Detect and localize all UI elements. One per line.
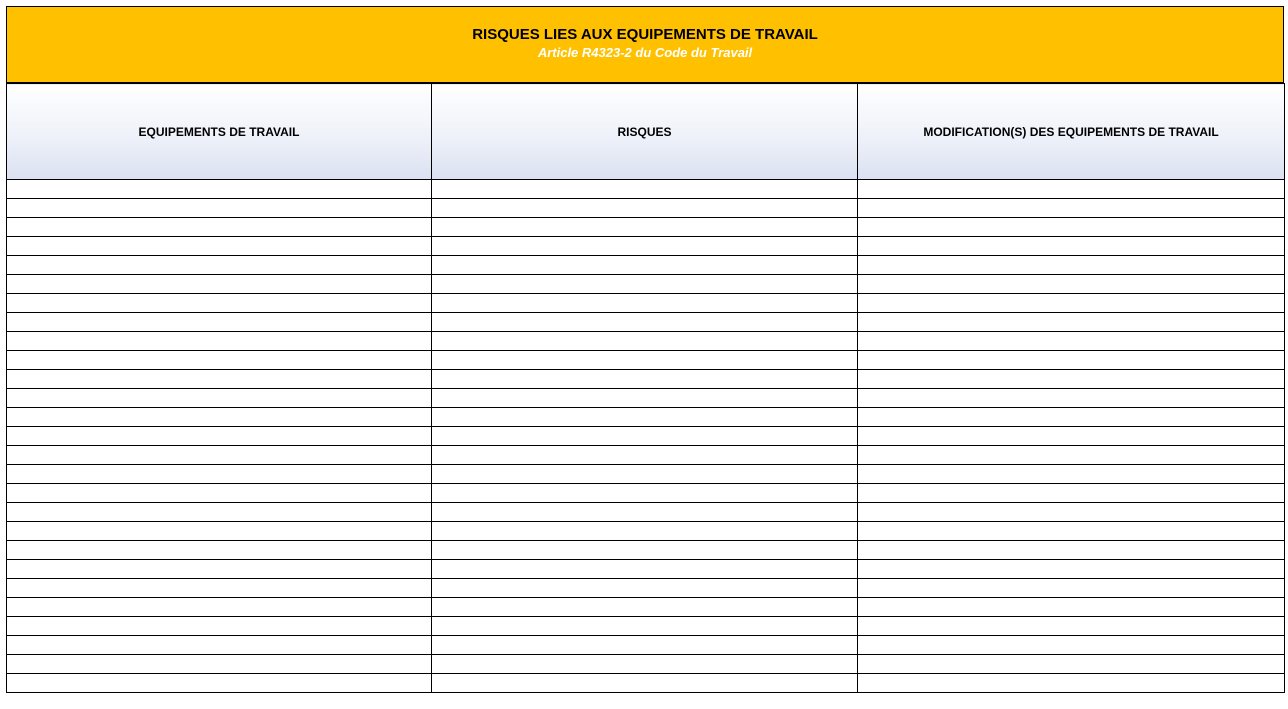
cell-modification[interactable] (858, 408, 1285, 427)
cell-risque[interactable] (432, 674, 858, 693)
cell-risque[interactable] (432, 351, 858, 370)
cell-modification[interactable] (858, 427, 1285, 446)
cell-equipement[interactable] (7, 617, 432, 636)
column-header-equipements: EQUIPEMENTS DE TRAVAIL (7, 84, 432, 180)
table-row (7, 427, 1285, 446)
table-row (7, 389, 1285, 408)
cell-equipement[interactable] (7, 389, 432, 408)
document-sheet (6, 6, 1284, 693)
cell-equipement[interactable] (7, 541, 432, 560)
cell-equipement[interactable] (7, 560, 432, 579)
cell-risque[interactable] (432, 313, 858, 332)
cell-modification[interactable] (858, 446, 1285, 465)
cell-equipement[interactable] (7, 351, 432, 370)
table-row (7, 522, 1285, 541)
cell-modification[interactable] (858, 199, 1285, 218)
cell-risque[interactable] (432, 503, 858, 522)
table-row (7, 313, 1285, 332)
cell-equipement[interactable] (7, 180, 432, 199)
risk-table (6, 83, 1285, 693)
table-row (7, 294, 1285, 313)
cell-equipement[interactable] (7, 503, 432, 522)
table-row (7, 674, 1285, 693)
table-row (7, 199, 1285, 218)
cell-modification[interactable] (858, 484, 1285, 503)
cell-equipement[interactable] (7, 332, 432, 351)
cell-modification[interactable] (858, 218, 1285, 237)
column-header-modifications: MODIFICATION(S) DES EQUIPEMENTS DE TRAVAIL (858, 84, 1285, 180)
cell-equipement[interactable] (7, 256, 432, 275)
cell-risque[interactable] (432, 541, 858, 560)
cell-risque[interactable] (432, 218, 858, 237)
cell-equipement[interactable] (7, 446, 432, 465)
table-row (7, 465, 1285, 484)
cell-modification[interactable] (858, 294, 1285, 313)
cell-modification[interactable] (858, 636, 1285, 655)
table-row (7, 218, 1285, 237)
table-row (7, 617, 1285, 636)
table-row (7, 370, 1285, 389)
cell-risque[interactable] (432, 465, 858, 484)
table-row (7, 503, 1285, 522)
cell-risque[interactable] (432, 484, 858, 503)
cell-modification[interactable] (858, 617, 1285, 636)
cell-equipement[interactable] (7, 370, 432, 389)
title-banner (6, 6, 1284, 83)
cell-equipement[interactable] (7, 275, 432, 294)
table-row (7, 408, 1285, 427)
cell-modification[interactable] (858, 351, 1285, 370)
cell-equipement[interactable] (7, 218, 432, 237)
cell-risque[interactable] (432, 408, 858, 427)
table-header-row (7, 84, 1285, 180)
cell-modification[interactable] (858, 522, 1285, 541)
cell-modification[interactable] (858, 332, 1285, 351)
document-title: RISQUES LIES AUX EQUIPEMENTS DE TRAVAIL (472, 26, 818, 43)
cell-modification[interactable] (858, 560, 1285, 579)
cell-equipement[interactable] (7, 674, 432, 693)
table-row (7, 180, 1285, 199)
cell-risque[interactable] (432, 275, 858, 294)
document-subtitle: Article R4323-2 du Code du Travail (537, 45, 753, 60)
table-row (7, 598, 1285, 617)
cell-equipement[interactable] (7, 199, 432, 218)
cell-modification[interactable] (858, 389, 1285, 408)
cell-equipement[interactable] (7, 427, 432, 446)
cell-modification[interactable] (858, 180, 1285, 199)
table-row (7, 446, 1285, 465)
cell-modification[interactable] (858, 313, 1285, 332)
cell-equipement[interactable] (7, 484, 432, 503)
table-row (7, 256, 1285, 275)
cell-equipement[interactable] (7, 294, 432, 313)
cell-modification[interactable] (858, 503, 1285, 522)
cell-equipement[interactable] (7, 522, 432, 541)
cell-risque[interactable] (432, 598, 858, 617)
cell-modification[interactable] (858, 237, 1285, 256)
cell-equipement[interactable] (7, 313, 432, 332)
table-row (7, 579, 1285, 598)
cell-equipement[interactable] (7, 655, 432, 674)
cell-risque[interactable] (432, 427, 858, 446)
table-row (7, 332, 1285, 351)
table-row (7, 275, 1285, 294)
cell-risque[interactable] (432, 636, 858, 655)
cell-risque[interactable] (432, 294, 858, 313)
cell-modification[interactable] (858, 541, 1285, 560)
cell-equipement[interactable] (7, 579, 432, 598)
cell-risque[interactable] (432, 199, 858, 218)
table-row (7, 351, 1285, 370)
table-row (7, 541, 1285, 560)
cell-equipement[interactable] (7, 636, 432, 655)
cell-modification[interactable] (858, 275, 1285, 294)
cell-modification[interactable] (858, 674, 1285, 693)
cell-modification[interactable] (858, 579, 1285, 598)
cell-risque[interactable] (432, 522, 858, 541)
cell-risque[interactable] (432, 655, 858, 674)
table-row (7, 655, 1285, 674)
table-body (7, 180, 1285, 693)
cell-risque[interactable] (432, 180, 858, 199)
cell-equipement[interactable] (7, 465, 432, 484)
cell-modification[interactable] (858, 256, 1285, 275)
cell-risque[interactable] (432, 446, 858, 465)
cell-risque[interactable] (432, 332, 858, 351)
cell-equipement[interactable] (7, 598, 432, 617)
column-header-risques: RISQUES (432, 84, 858, 180)
cell-risque[interactable] (432, 560, 858, 579)
cell-modification[interactable] (858, 598, 1285, 617)
cell-risque[interactable] (432, 237, 858, 256)
cell-risque[interactable] (432, 256, 858, 275)
table-row (7, 484, 1285, 503)
cell-risque[interactable] (432, 370, 858, 389)
cell-risque[interactable] (432, 389, 858, 408)
cell-modification[interactable] (858, 370, 1285, 389)
cell-risque[interactable] (432, 579, 858, 598)
cell-modification[interactable] (858, 465, 1285, 484)
cell-equipement[interactable] (7, 408, 432, 427)
cell-modification[interactable] (858, 655, 1285, 674)
table-row (7, 237, 1285, 256)
cell-risque[interactable] (432, 617, 858, 636)
cell-equipement[interactable] (7, 237, 432, 256)
table-row (7, 636, 1285, 655)
table-row (7, 560, 1285, 579)
